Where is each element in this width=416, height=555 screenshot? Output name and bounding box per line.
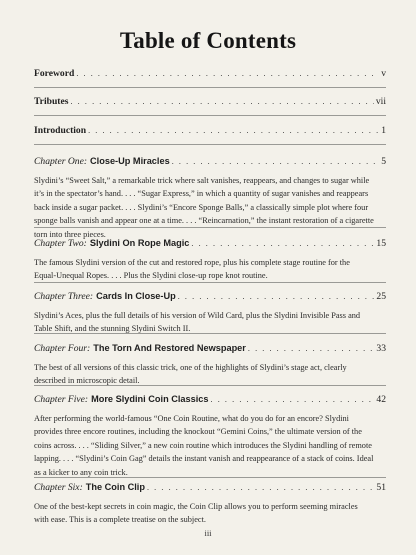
entry-label: Foreword: [34, 68, 75, 79]
chapter-heading: [34, 290, 176, 303]
chapter-heading: [34, 342, 246, 355]
entry-page-number: 33: [376, 343, 386, 354]
chapter-heading: [34, 155, 170, 168]
dot-leader: [248, 343, 375, 355]
divider: [34, 87, 386, 88]
entry-page-number: 25: [376, 291, 386, 302]
entry-label: Tributes: [34, 96, 69, 107]
chapter-description: Slydini’s “Sweet Salt,” a remarkable trick where salt vanishes, reappears, and changes to sugar while it’s in the spectator’s hand. . . . “Sugar Express,” in which a quantity of sugar vanishes and reappears back inside a sugar packet. . . . Slydini’s “Encore Sponge Balls,” a classically simple plot where four sponge balls vanish and appear one at a time. . . . “Reincarnation,” the instant restoration of a cigarette torn into three pieces.: [34, 176, 374, 239]
dot-leader: [147, 482, 374, 494]
page-folio: iii: [204, 528, 212, 538]
chapter-description: After performing the world-famous “One Coin Routine, what do you do for an encore? Slydini provides three encore routines, including the knockout “Gemini Coins,” the ultimate version of the coins across. . . . “Sliding Silver,” a new coin routine which introduces the Slydini handling of remote lapping. . . . “Slydini’s Coin Gag” details the instant vanish and reappearance of a stack of coins. Ideal as a kicker to any coin trick.: [34, 414, 374, 477]
entry-page-number: 1: [381, 125, 386, 136]
entry-page-number: 51: [376, 482, 386, 493]
divider: [34, 144, 386, 145]
divider: [34, 115, 386, 116]
entry-page-number: 15: [376, 238, 386, 249]
chapter-title: Cards In Close-Up: [96, 291, 176, 301]
entry-page-number: 5: [381, 156, 386, 167]
chapter-title: Close-Up Miracles: [90, 156, 170, 166]
divider: [34, 333, 386, 334]
dot-leader: [88, 125, 379, 137]
chapter-heading: [34, 481, 145, 494]
entry-page-number: v: [381, 68, 386, 79]
toc-entry-chapter-five[interactable]: [34, 393, 386, 479]
chapter-number: Chapter One:: [34, 156, 88, 167]
toc-entry-chapter-two[interactable]: [34, 237, 386, 283]
page-title: Table of Contents: [119, 28, 297, 53]
toc-entry-chapter-one[interactable]: [34, 155, 386, 241]
chapter-title: Slydini On Rope Magic: [89, 238, 190, 248]
chapter-heading: [34, 393, 209, 406]
chapter-number: Chapter Two:: [34, 238, 87, 249]
chapter-number: Chapter Five:: [34, 394, 89, 405]
divider: [34, 385, 386, 386]
toc-entry-tributes[interactable]: [34, 96, 386, 108]
entry-label: Introduction: [34, 125, 87, 136]
chapter-number: Chapter Three:: [34, 291, 94, 302]
chapter-description: The famous Slydini version of the cut and restored rope, plus his complete stage routine for the Equal-Unequal Ropes. . . . Plus the Slydini close-up rope knot routine.: [34, 258, 350, 281]
dot-leader: [178, 291, 375, 303]
dot-leader: [191, 238, 374, 250]
toc-entry-introduction[interactable]: [34, 125, 386, 137]
dot-leader: [70, 96, 373, 108]
entry-page-number: vii: [375, 96, 386, 107]
chapter-number: Chapter Six:: [34, 482, 83, 493]
toc-entry-chapter-four[interactable]: [34, 342, 386, 388]
dot-leader: [211, 394, 375, 406]
toc-entry-foreword[interactable]: [34, 68, 386, 80]
toc-entry-chapter-three[interactable]: [34, 290, 386, 336]
divider: [34, 227, 386, 228]
dot-leader: [76, 68, 379, 80]
chapter-description: Slydini’s Aces, plus the full details of his version of Wild Card, plus the Slydini Invisible Pass and Table Shift, and the stunning Slydini Switch II.: [34, 311, 361, 334]
chapter-description: One of the best-kept secrets in coin magic, the Coin Clip allows you to perform seeming miracles with ease. This is a complete treatise on the subject.: [34, 502, 358, 525]
entry-page-number: 42: [376, 394, 386, 405]
chapter-title: More Slydini Coin Classics: [91, 394, 209, 404]
toc-entry-chapter-six[interactable]: [34, 481, 386, 527]
dot-leader: [172, 156, 380, 168]
chapter-title: The Coin Clip: [85, 482, 145, 492]
divider: [34, 282, 386, 283]
chapter-number: Chapter Four:: [34, 343, 91, 354]
chapter-title: The Torn And Restored Newspaper: [93, 343, 246, 353]
chapter-heading: [34, 237, 189, 250]
divider: [34, 477, 386, 478]
chapter-description: The best of all versions of this classic trick, one of the highlights of Slydini’s stage act, clearly described in microscopic detail.: [34, 363, 347, 386]
